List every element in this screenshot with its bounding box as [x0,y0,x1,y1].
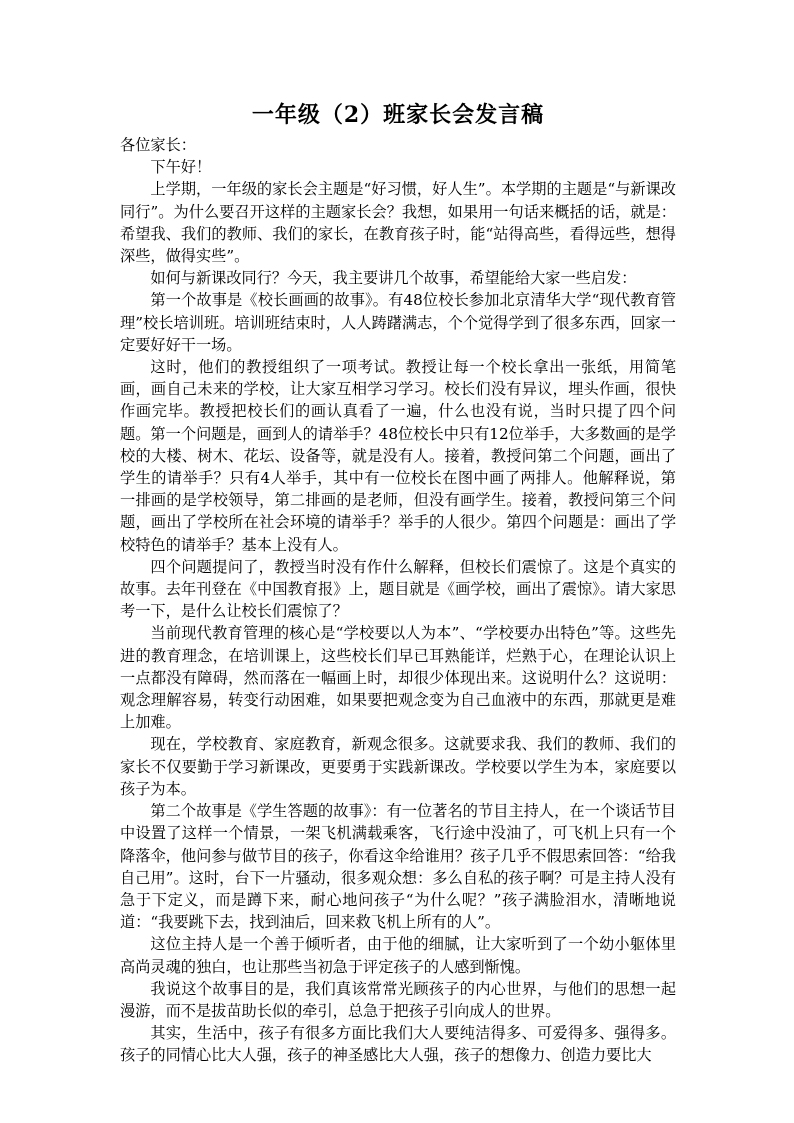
paragraph: 这位主持人是一个善于倾听者，由于他的细腻，让大家听到了一个幼小躯体里高尚灵魂的独白，也让那些当初急于评定孩子的人感到惭愧。 [120,935,676,976]
paragraph: 上学期，一年级的家长会主题是“好习惯，好人生”。本学期的主题是“与新课改同行”。为什么要召开这样的主题家长会？我想，如果用一句话来概括的话，就是：希望我、我们的教师、我们的家长，在教育孩子时，能“站得高些，看得远些，想得深些，做得实些”。 [120,180,676,266]
paragraph: 其实，生活中，孩子有很多方面比我们大人要纯洁得多、可爱得多、强得多。孩子的同情心比大人强，孩子的神圣感比大人强，孩子的想像力、创造力要比大 [120,1024,676,1065]
paragraph: 第一个故事是《校长画画的故事》。有48位校长参加北京清华大学“现代教育管理”校长培训班。培训班结束时，人人踌躇满志，个个觉得学到了很多东西，回家一定要好好干一场。 [120,291,676,354]
paragraph: 这时，他们的教授组织了一项考试。教授让每一个校长拿出一张纸，用简笔画，画自己未来的学校，让大家互相学习学习。校长们没有异议，埋头作画，很快作画完毕。教授把校长们的画认真看了一遍，什么也没有说，当时只提了四个问题。第一个问题是，画到人的请举手？48位校长中只有12位举手，大多数画的是学校的大楼、树木、花坛、设备等，就是没有人。接着，教授问第二个问题，画出了学生的请举手？只有4人举手，其中有一位校长在图中画了两排人。他解释说，第一排画的是学校领导，第二排画的是老师，但没有画学生。接着，教授问第三个问题，画出了学校所在社会环境的请举手？举手的人很少。第四个问题是：画出了学校特色的请举手？基本上没有人。 [120,358,676,554]
paragraph: 下午好！ [150,158,212,177]
document-body [120,134,676,1067]
paragraph: 现在，学校教育、家庭教育，新观念很多。这就要求我、我们的教师、我们的家长不仅要勤于学习新课改，更要勇于实践新课改。学校要以学生为本，家庭要以孩子为本。 [120,735,676,798]
paragraph: 当前现代教育管理的核心是“学校要以人为本”、“学校要办出特色”等。这些先进的教育理念，在培训课上，这些校长们早已耳熟能详，烂熟于心，在理论认识上一点都没有障碍，然而落在一幅画上时，却很少体现出来。这说明什么？这说明：观念理解容易，转变行动困难，如果要把观念变为自己血液中的东西，那就更是难上加难。 [120,624,676,732]
paragraph: 各位家长： [120,136,196,154]
document-title: 一年级（2）班家长会发言稿 [251,102,545,128]
document-page [120,100,676,1067]
paragraph: 第二个故事是《学生答题的故事》：有一位著名的节目主持人，在一个谈话节目中设置了这样一个情景，一架飞机满载乘客，飞行途中没油了，可飞机上只有一个降落伞，他问参与做节目的孩子，你看这伞给谁用？孩子几乎不假思索回答：“给我自己用”。这时，台下一片骚动，很多观众想：多么自私的孩子啊？可是主持人没有急于下定义，而是蹲下来，耐心地问孩子“为什么呢？”孩子满脸泪水，清晰地说道：“我要跳下去，找到油后，回来救飞机上所有的人”。 [120,802,676,932]
paragraph: 我说这个故事目的是，我们真该常常光顾孩子的内心世界，与他们的思想一起漫游，而不是拔苗助长似的牵引，总急于把孩子引向成人的世界。 [120,979,676,1020]
paragraph: 如何与新课改同行？今天，我主要讲几个故事，希望能给大家一些启发： [150,269,637,288]
paragraph: 四个问题提问了，教授当时没有作什么解释，但校长们震惊了。这是个真实的故事。去年刊登在《中国教育报》上，题目就是《画学校，画出了震惊》。请大家思考一下，是什么让校长们震惊了？ [120,557,676,621]
